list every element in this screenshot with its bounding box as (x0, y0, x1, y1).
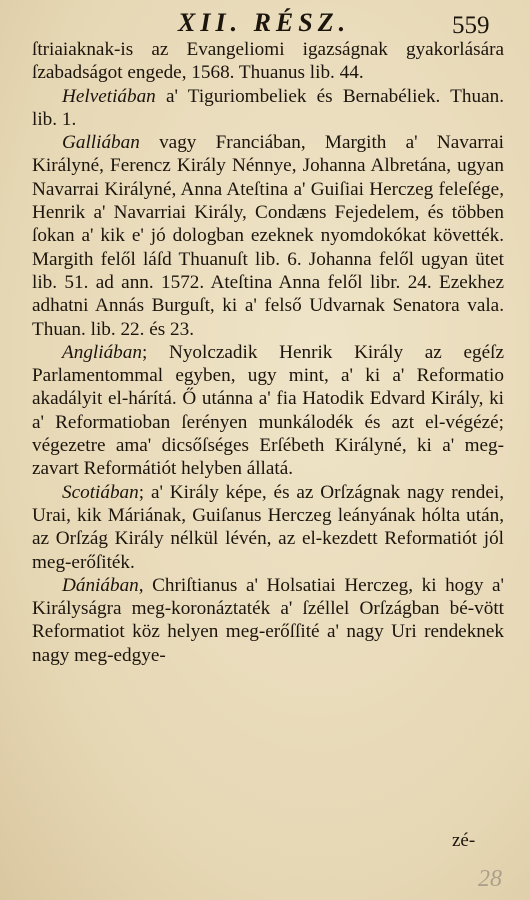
page-number: 559 (452, 12, 490, 39)
paragraph-scotia (32, 481, 504, 574)
paragraph-lead: Dániában (62, 574, 139, 596)
paragraph-text: ; a' Király képe, és az Orſzágnak nagy rendei, Urai, kik Máriának, Guiſanus Herczeg leányának hólta után, az Orſzág Király nélkül lévén, az el-kezdett Reformatiót jól meg-erőſiték. (32, 481, 504, 573)
paragraph-lead: Galliában (62, 132, 140, 154)
paragraph-continuation (32, 38, 504, 85)
page-header (0, 8, 530, 42)
catchword: zé- (452, 830, 476, 851)
paragraph-lead: Helvetiában (62, 85, 156, 107)
paragraph-text: , Chriſtianus a' Holsatiai Herczeg, ki hogy a' Királyságra meg-koronáztaték a' ſzéllel Orſzágban bé-vött Reformatiot köz helyen meg-erőſſité a' nagy Uri rendeknek nagy meg-edgye- (32, 574, 504, 666)
paragraph-lead: Scotiában (62, 481, 139, 503)
paragraph-gallia (32, 131, 504, 341)
text-body (32, 38, 504, 667)
paragraph-text: ; Nyolczadik Henrik Király az egéſz Parlamentommal egyben, ugy mint, a' ki a' Reformatio akadályit el-hárítá. Ő utánna a' fia Hatodik Edvard Király, ki a' Reformatioban ſerényen munkálodék és azt el-végézé; végezetre ama' dicsőſséges Erſébeth Királyné, ki a' meg-zavart Reformátiót helyben állatá. (32, 341, 504, 480)
paragraph-anglia (32, 341, 504, 481)
paragraph-lead: Angliában (62, 341, 142, 363)
paragraph-helvetia (32, 85, 504, 132)
paragraph-dania (32, 574, 504, 667)
pencil-folio-mark: 28 (478, 866, 502, 892)
paragraph-text: a' Tiguriombeliek és Bernabéliek. Thuan. lib. 1. (32, 85, 504, 130)
paragraph-text: ſtriaiaknak-is az Evangeliomi igazságnak gyakorlására ſzabadságot engede, 1568. Thuanus lib. 44. (32, 39, 504, 84)
paragraph-text: vagy Franciában, Margith a' Navarrai Királyné, Ferencz Király Nénnye, Johanna Albretána, ugyan Navarrai Királyné, Anna Ateſtina a' Guiſiai Herczeg feleſége, Henrik a' Navarriai Király, Condæns Fejedelem, és többen ſokan a' kik e' jó dologban ezeknek nyomdokókat követték. Margith felől láſd Thuanuſt lib. 6. Johanna felől ugyan ütet lib. 51. ad ann. 1572. Ateſtina Anna felől libr. 24. Ezekhez adhatni Annás Burguſt, ki a' felső Udvarnak Senatora vala. Thuan. lib. 22. és 23. (32, 132, 504, 340)
running-title: XII. RÉSZ. (178, 8, 351, 37)
